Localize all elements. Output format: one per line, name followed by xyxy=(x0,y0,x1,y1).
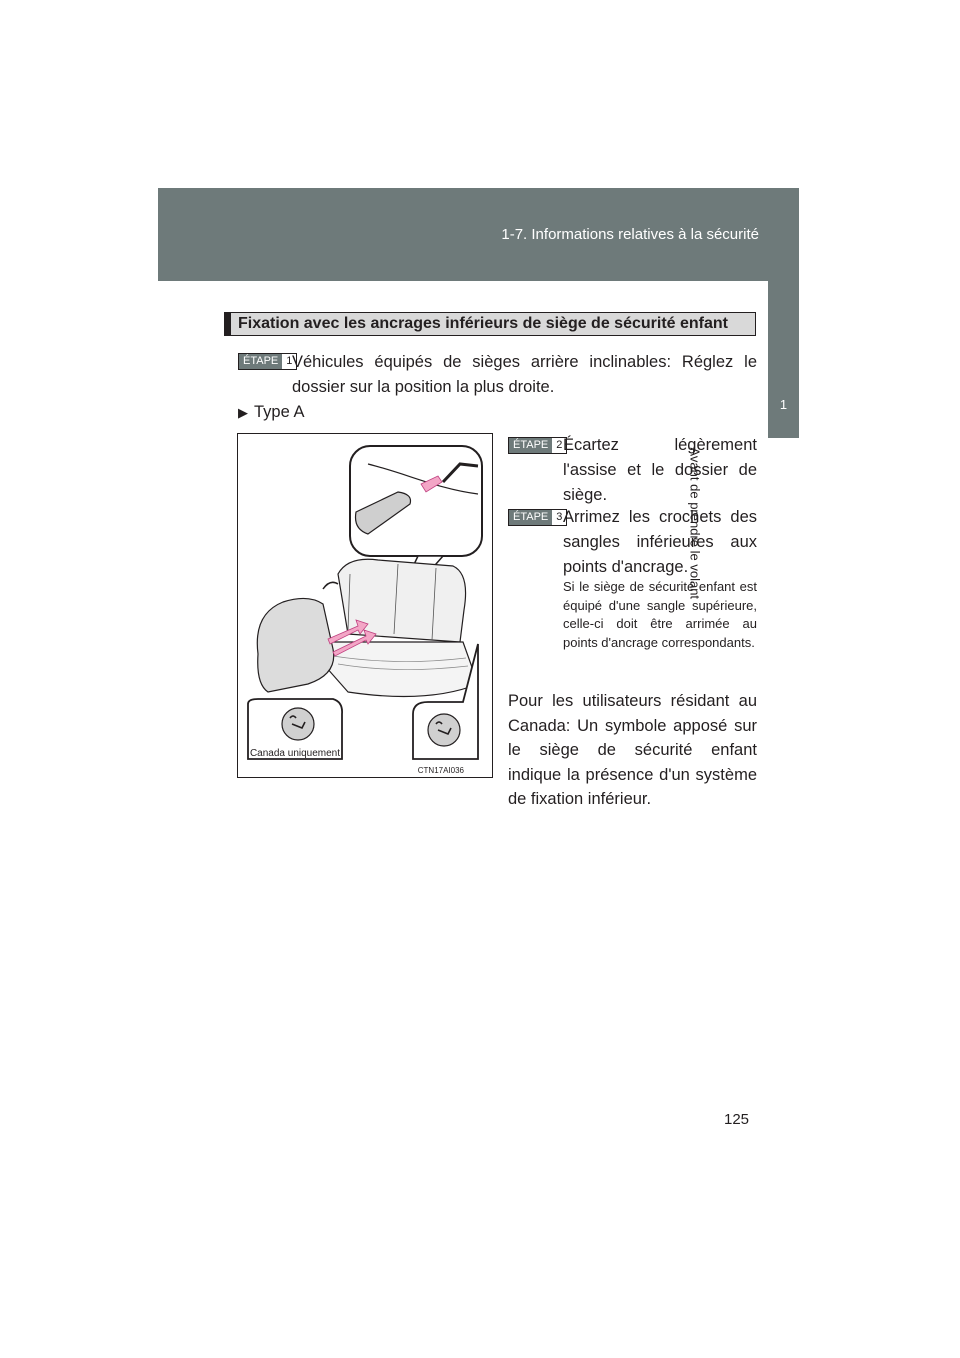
child-seat-body xyxy=(257,598,333,692)
detail-inset xyxy=(350,446,482,556)
triangle-marker-icon: ▶ xyxy=(238,405,248,420)
section-heading: Fixation avec les ancrages inférieurs de siège de sécurité enfant xyxy=(238,315,728,332)
chapter-tab xyxy=(768,281,799,438)
canada-caption: Canada uniquement xyxy=(249,748,341,759)
step-3-text: Arrimez les crochets des sangles inférieures aux points d'ancrage. xyxy=(563,508,757,576)
lower-anchor-symbol-icon xyxy=(282,708,314,740)
chapter-title-vertical xyxy=(687,447,795,630)
page-number: 125 xyxy=(724,1111,750,1128)
child-seat-illustration xyxy=(237,433,493,778)
step-2-text: Écartez légèrement l'assise et le dossier de siège. xyxy=(563,436,757,504)
step-number: 2 xyxy=(552,438,566,453)
step-number: 3 xyxy=(552,510,566,525)
step-label: ÉTAPE xyxy=(509,510,552,525)
top-strap-note: Si le siège de sécurité enfant est équipé d'une sangle supérieure, celle-ci doit être arrimée au points d'ancrage correspondants. xyxy=(563,579,757,650)
chapter-title: Avant de prendre le volant xyxy=(687,447,703,600)
figure-code: CTN17AI036 xyxy=(417,766,464,775)
type-a-label xyxy=(238,403,304,422)
step-2-badge xyxy=(508,437,567,454)
chapter-number: 1 xyxy=(779,397,788,412)
canada-paragraph: Pour les utilisateurs résidant au Canada: Un symbole apposé sur le siège de sécurité enfant indique la présence d'un système de fixation inférieur. xyxy=(508,692,757,808)
step-3-badge xyxy=(508,509,567,526)
section-header xyxy=(158,188,799,281)
step-1-badge xyxy=(238,353,297,370)
section-heading-box xyxy=(224,312,756,336)
step-label: ÉTAPE xyxy=(239,354,282,369)
heading-bar xyxy=(225,313,231,335)
step-number: 1 xyxy=(282,354,296,369)
lower-anchor-symbol-icon-2 xyxy=(428,714,460,746)
illustration-svg xyxy=(238,434,492,777)
step-1-text: Véhicules équipés de sièges arrière inclinables: Réglez le dossier sur la position la plus droite. xyxy=(292,353,757,396)
type-label-text: Type A xyxy=(254,403,305,421)
step-label: ÉTAPE xyxy=(509,438,552,453)
section-title: 1-7. Informations relatives à la sécurité xyxy=(501,226,759,243)
top-strap xyxy=(323,582,338,589)
